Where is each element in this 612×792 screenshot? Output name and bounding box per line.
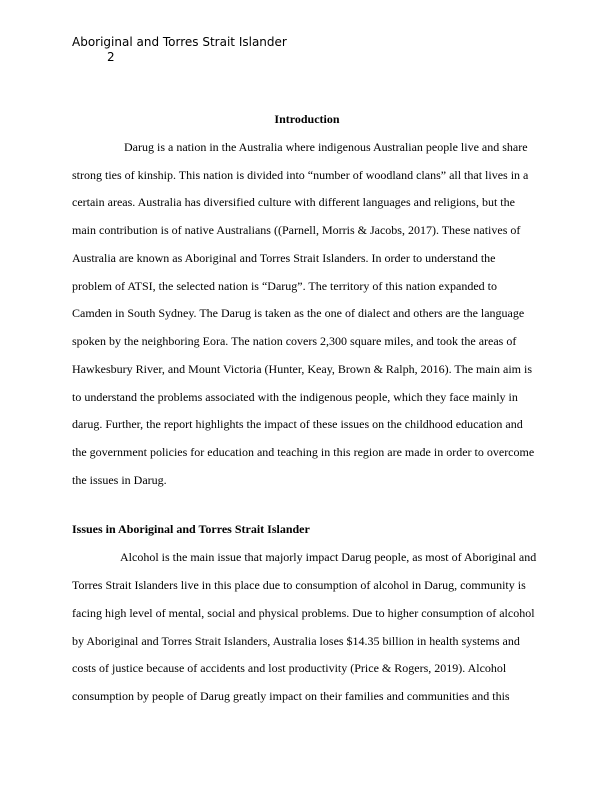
paragraph-line: Hawkesbury River, and Mount Victoria (Hunter, Keay, Brown & Ralph, 2016). The main aim is xyxy=(72,362,533,376)
paragraph-line: Australia are known as Aboriginal and Torres Strait Islanders. In order to understand the xyxy=(72,251,496,265)
paragraph-line: strong ties of kinship. This nation is divided into “number of woodland clans” all that lives in a xyxy=(72,168,529,182)
paragraph-line: Torres Strait Islanders live in this place due to consumption of alcohol in Darug, community is xyxy=(72,578,526,592)
page-number: 2 xyxy=(107,50,115,64)
paragraph-line: spoken by the neighboring Eora. The nation covers 2,300 square miles, and took the areas of xyxy=(72,334,517,348)
paragraph-line: by Aboriginal and Torres Strait Islanders, Australia loses $14.35 billion in health systems and xyxy=(72,634,520,648)
paragraph-line: costs of justice because of accidents and lost productivity (Price & Rogers, 2019). Alcohol xyxy=(72,661,507,675)
paragraph-line: certain areas. Australia has diversified culture with different languages and religions, but the xyxy=(72,195,515,209)
paragraph-line: darug. Further, the report highlights the impact of these issues on the childhood education and xyxy=(72,417,523,431)
section-heading-introduction: Introduction xyxy=(274,112,340,126)
paragraph-line: facing high level of mental, social and physical problems. Due to higher consumption of alcohol xyxy=(72,606,535,620)
paragraph-line: Darug is a nation in the Australia where indigenous Australian people live and share xyxy=(124,140,528,154)
paragraph-line: consumption by people of Darug greatly impact on their families and communities and this xyxy=(72,689,510,703)
paragraph-line: to understand the problems associated with the indigenous people, which they face mainly in xyxy=(72,390,518,404)
paragraph-line: the government policies for education and teaching in this region are made in order to overcome xyxy=(72,445,535,459)
paragraph-line: main contribution is of native Australians ((Parnell, Morris & Jacobs, 2017). These natives of xyxy=(72,223,521,237)
paragraph-line: Alcohol is the main issue that majorly impact Darug people, as most of Aboriginal and xyxy=(120,550,537,564)
section-heading-issues: Issues in Aboriginal and Torres Strait Islander xyxy=(72,522,310,536)
paragraph-line: the issues in Darug. xyxy=(72,473,167,487)
paragraph-line: problem of ATSI, the selected nation is “Darug”. The territory of this nation expanded to xyxy=(72,279,497,293)
running-head: Aboriginal and Torres Strait Islander xyxy=(72,35,287,49)
paragraph-line: Camden in South Sydney. The Darug is taken as the one of dialect and others are the language xyxy=(72,306,525,320)
